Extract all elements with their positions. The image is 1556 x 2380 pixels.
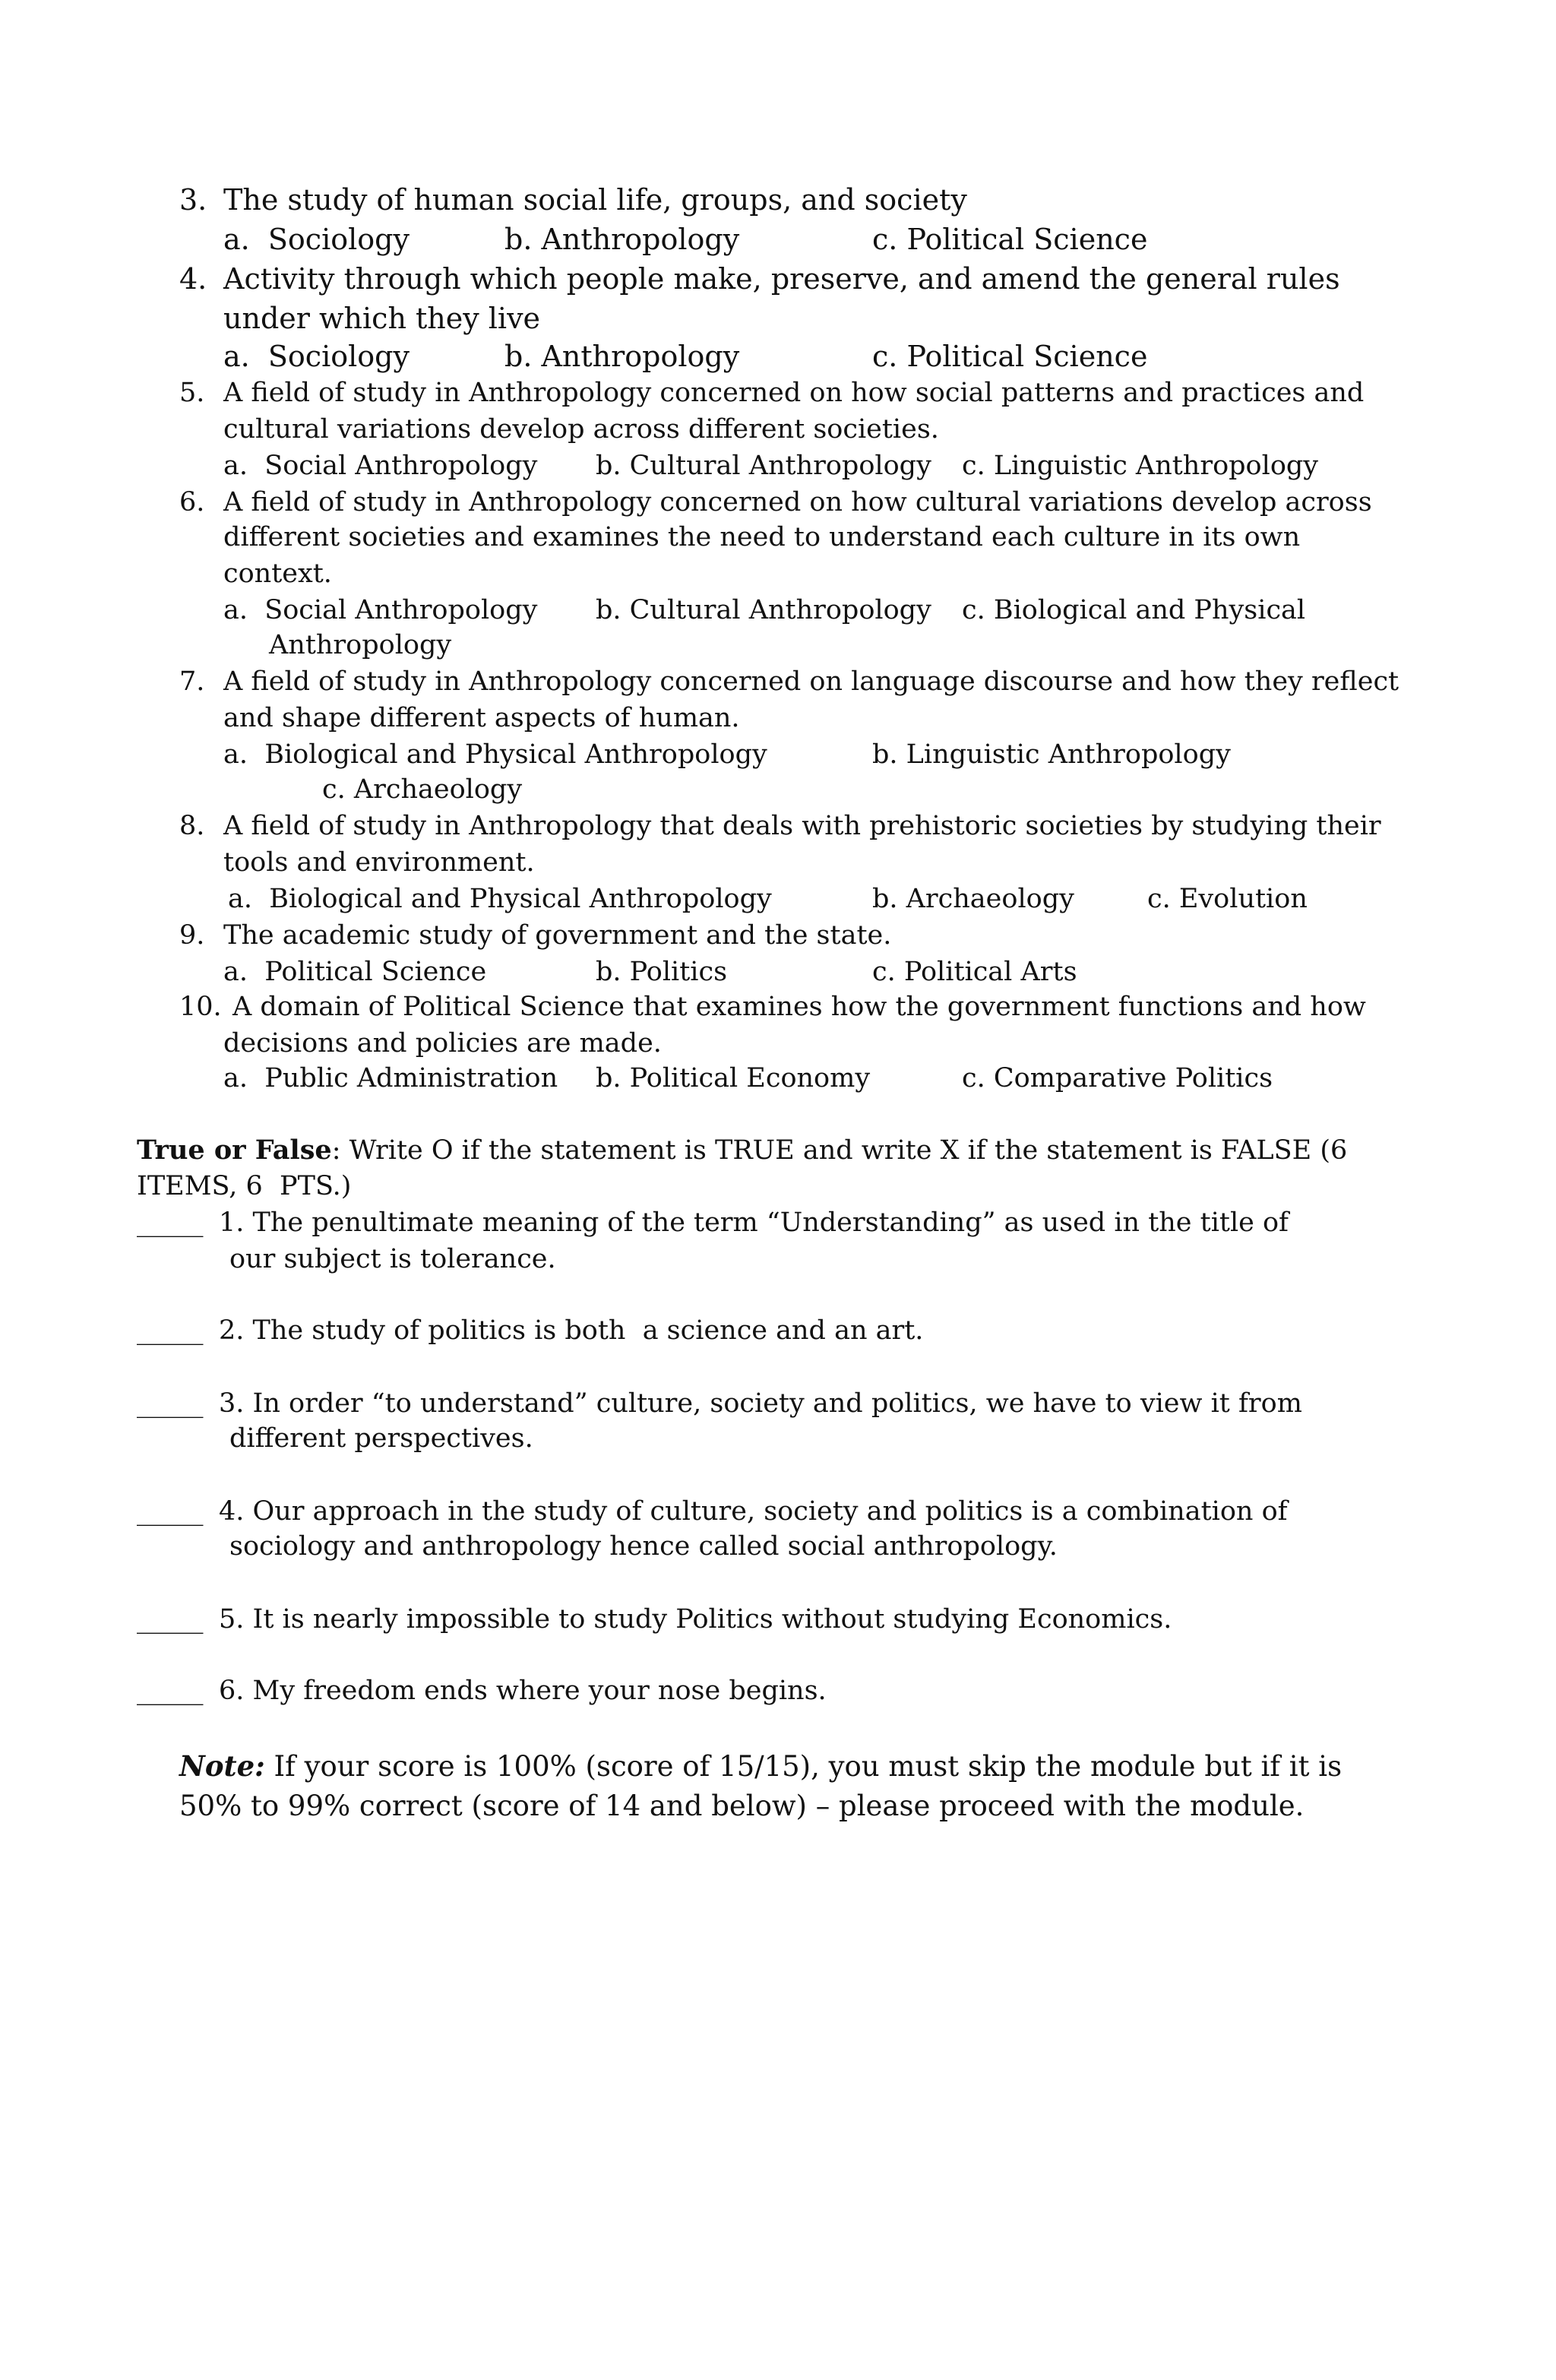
question-9-number: 9. [179, 920, 205, 951]
question-7-number: 7. [179, 666, 205, 697]
question-5-choice-b: b. Cultural Anthropology [596, 451, 931, 481]
question-9-text: The academic study of government and the state. [223, 920, 892, 951]
question-5-number: 5. [179, 378, 205, 408]
question-3-choice-b: b. Anthropology [504, 223, 740, 256]
tf-item-3-blank: _____ [137, 1388, 204, 1419]
true-false-heading [137, 1137, 1347, 1164]
question-6-text-cont-2: context. [223, 559, 332, 589]
question-5-text-cont: cultural variations develop across different societies. [223, 414, 939, 445]
question-6-choice-a: a. Social Anthropology [223, 595, 538, 625]
question-10-text: A domain of Political Science that examines how the government functions and how [232, 992, 1366, 1022]
note-line-2: 50% to 99% correct (score of 14 and below) – please proceed with the module. [179, 1790, 1305, 1822]
question-9-choice-b: b. Politics [596, 957, 728, 987]
question-4-choice-b: b. Anthropology [504, 340, 740, 373]
tf-item-4-text-cont: sociology and anthropology hence called social anthropology. [229, 1531, 1058, 1562]
question-8-text: A field of study in Anthropology that deals with prehistoric societies by studying their [223, 811, 1381, 841]
question-6-choice-c-cont: Anthropology [269, 630, 452, 660]
question-9-choice-c: c. Political Arts [872, 957, 1077, 987]
tf-item-3-text: 3. In order “to understand” culture, society and politics, we have to view it from [219, 1388, 1302, 1419]
question-6-text: A field of study in Anthropology concerned on how cultural variations develop across [223, 487, 1372, 517]
question-6-number: 6. [179, 487, 205, 517]
question-7-choice-c: c. Archaeology [322, 774, 523, 805]
true-false-heading-line2: ITEMS, 6 PTS.) [137, 1171, 352, 1201]
note-text-1: If your score is 100% (score of 15/15), you must skip the module but if it is [264, 1750, 1343, 1783]
question-4-text: Activity through which people make, preserve, and amend the general rules [223, 262, 1340, 296]
question-7-choice-b: b. Linguistic Anthropology [872, 739, 1231, 770]
question-6-choice-c: c. Biological and Physical [962, 595, 1306, 625]
question-7-choice-a: a. Biological and Physical Anthropology [223, 739, 767, 770]
true-false-heading-rest: : Write O if the statement is TRUE and write X if the statement is FALSE (6 [331, 1135, 1348, 1166]
tf-item-2-text: 2. The study of politics is both a science and an art. [219, 1315, 924, 1346]
question-3-number: 3. [179, 183, 207, 217]
question-3-choice-a: a. Sociology [223, 223, 410, 256]
note-line-1 [179, 1749, 1343, 1783]
question-10-choice-a: a. Public Administration [223, 1063, 558, 1093]
question-5-choice-c: c. Linguistic Anthropology [962, 451, 1319, 481]
question-6-text-cont-1: different societies and examines the need to understand each culture in its own [223, 522, 1301, 552]
question-9-choice-a: a. Political Science [223, 957, 487, 987]
question-10-choice-b: b. Political Economy [596, 1063, 871, 1093]
question-10-choice-c: c. Comparative Politics [962, 1063, 1273, 1093]
true-false-heading-bold: True or False [137, 1135, 332, 1166]
question-4-choice-c: c. Political Science [872, 340, 1148, 373]
question-8-text-cont: tools and environment. [223, 847, 535, 878]
question-7-text: A field of study in Anthropology concerned on language discourse and how they reflect [223, 666, 1399, 697]
question-8-choice-a: a. Biological and Physical Anthropology [228, 884, 772, 914]
tf-item-1-text-cont: our subject is tolerance. [229, 1244, 556, 1274]
question-6-choice-b: b. Cultural Anthropology [596, 595, 931, 625]
question-5-text: A field of study in Anthropology concerned on how social patterns and practices and [223, 378, 1365, 408]
question-10-text-cont: decisions and policies are made. [223, 1028, 662, 1059]
question-5-choice-a: a. Social Anthropology [223, 451, 538, 481]
tf-item-1-blank: _____ [137, 1207, 204, 1238]
question-4-text-cont: under which they live [223, 302, 541, 335]
question-3-choice-c: c. Political Science [872, 223, 1148, 256]
question-10-number: 10. [179, 992, 222, 1022]
tf-item-2-blank: _____ [137, 1315, 204, 1346]
tf-item-5-text: 5. It is nearly impossible to study Politics without studying Economics. [219, 1604, 1172, 1635]
tf-item-6-text: 6. My freedom ends where your nose begins. [219, 1676, 827, 1706]
tf-item-4-text: 4. Our approach in the study of culture, society and politics is a combination of [219, 1496, 1288, 1527]
note-label: Note: [179, 1749, 265, 1783]
question-8-choice-b: b. Archaeology [872, 884, 1074, 914]
question-7-text-cont: and shape different aspects of human. [223, 703, 740, 733]
question-3-text: The study of human social life, groups, and society [223, 183, 967, 217]
tf-item-6-blank: _____ [137, 1676, 204, 1706]
tf-item-3-text-cont: different perspectives. [229, 1423, 533, 1454]
question-8-number: 8. [179, 811, 205, 841]
tf-item-4-blank: _____ [137, 1496, 204, 1527]
question-4-number: 4. [179, 262, 207, 296]
tf-item-5-blank: _____ [137, 1604, 204, 1635]
tf-item-1-text: 1. The penultimate meaning of the term “Understanding” as used in the title of [219, 1207, 1289, 1238]
question-4-choice-a: a. Sociology [223, 340, 410, 373]
question-8-choice-c: c. Evolution [1147, 884, 1308, 914]
